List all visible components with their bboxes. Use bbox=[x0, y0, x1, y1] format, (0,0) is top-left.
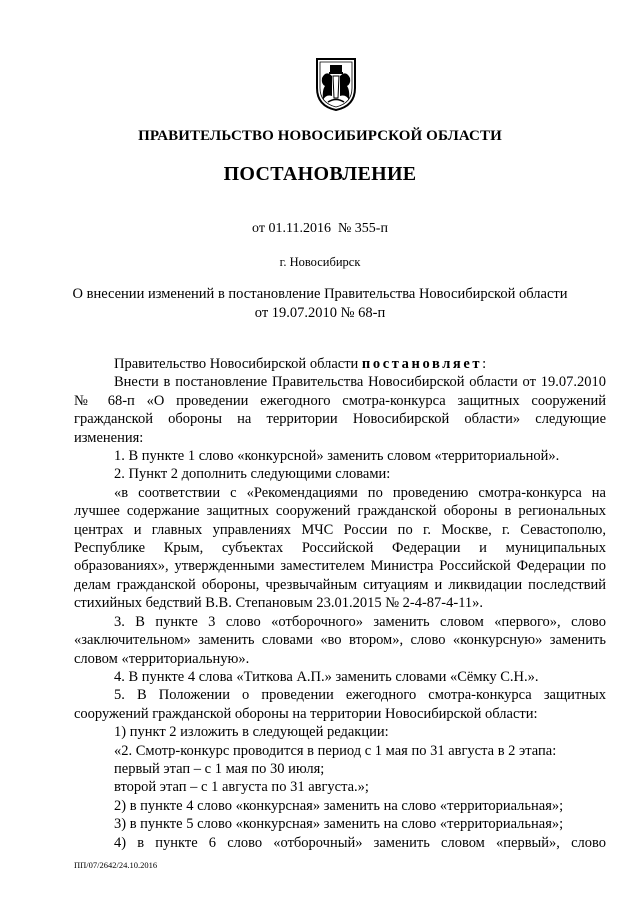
subject-line-1: О внесении изменений в постановление Правительства Новосибирской области bbox=[72, 286, 568, 302]
paragraph-item-2-text: «в соответствии с «Рекомендациями по проведению смотра-конкурса на лучшее содержание защитных сооружений гражданской обороны в региональных центрах и главных управлениях МЧС России по г. Москве, г. Севастополю, Республике Крым, субъектах Российской Федерации и муниципальных образованиях», утвержденными заместителем Министра Российской Федерации по делам гражданской обороны, чрезвычайным ситуациям и ликвидации последствий стихийных бедствий В.В. Степановым 23.01.2015 № 2-4-87-4-11». bbox=[74, 484, 606, 612]
decree-prefix: Правительство Новосибирской области bbox=[114, 356, 362, 372]
paragraph-item-2: 2. Пункт 2 дополнить следующими словами: bbox=[114, 466, 391, 483]
document-code: ПП/07/2642/24.10.2016 bbox=[74, 860, 158, 870]
paragraph-sub-1-text: «2. Смотр-конкурс проводится в период с 1 мая по 31 августа в 2 этапа: bbox=[114, 742, 557, 759]
paragraph-item-5: 5. В Положении о проведении ежегодного смотра-конкурса защитных сооружений гражданской обороны на территории Новосибирской области: bbox=[74, 687, 606, 722]
paragraph-item-3: 3. В пункте 3 слово «отборочного» заменить словом «первого», слово «заключительном» заменить словами «во втором», слово «конкурсную» заменить словом «территориальную». bbox=[74, 613, 606, 667]
paragraph-sub-4: 4) в пункте 6 слово «отборочный» заменить словом «первый», слово bbox=[114, 834, 606, 851]
government-name: ПРАВИТЕЛЬСТВО НОВОСИБИРСКОЙ ОБЛАСТИ bbox=[138, 128, 502, 144]
subject-line-2: от 19.07.2010 № 68-п bbox=[254, 305, 386, 321]
paragraph-decree bbox=[74, 355, 606, 373]
coat-of-arms-icon bbox=[314, 56, 358, 112]
paragraph-sub-2: 2) в пункте 4 слово «конкурсная» заменить на слово «территориальная»; bbox=[114, 797, 564, 814]
paragraph-sub-1: 1) пункт 2 изложить в следующей редакции: bbox=[114, 724, 389, 741]
paragraph-sub-3: 3) в пункте 5 слово «конкурсная» заменить на слово «территориальная»; bbox=[114, 816, 564, 833]
paragraph-item-4: 4. В пункте 4 слова «Титкова А.П.» заменить словами «Сёмку С.Н.». bbox=[114, 668, 539, 685]
document-body bbox=[74, 355, 606, 852]
paragraph-stage-2: второй этап – с 1 августа по 31 августа.»; bbox=[114, 779, 369, 796]
document-subject bbox=[0, 285, 640, 323]
decree-suffix: : bbox=[482, 356, 487, 372]
document-city: г. Новосибирск bbox=[279, 255, 361, 269]
document-type: ПОСТАНОВЛЕНИЕ bbox=[223, 163, 417, 185]
paragraph-stage-1: первый этап – с 1 мая по 30 июля; bbox=[114, 760, 325, 777]
paragraph-amend-intro: Внести в постановление Правительства Новосибирской области от 19.07.2010 № 68-п «О проведении ежегодного смотра-конкурса защитных сооружений гражданской обороны на территории Новосибирской области» следующие изменения: bbox=[74, 374, 606, 446]
decree-keyword: постановляет bbox=[361, 356, 483, 372]
paragraph-item-1: 1. В пункте 1 слово «конкурсной» заменить словом «территориальной». bbox=[114, 448, 560, 465]
document-date-number: от 01.11.2016 № 355-п bbox=[252, 221, 388, 236]
